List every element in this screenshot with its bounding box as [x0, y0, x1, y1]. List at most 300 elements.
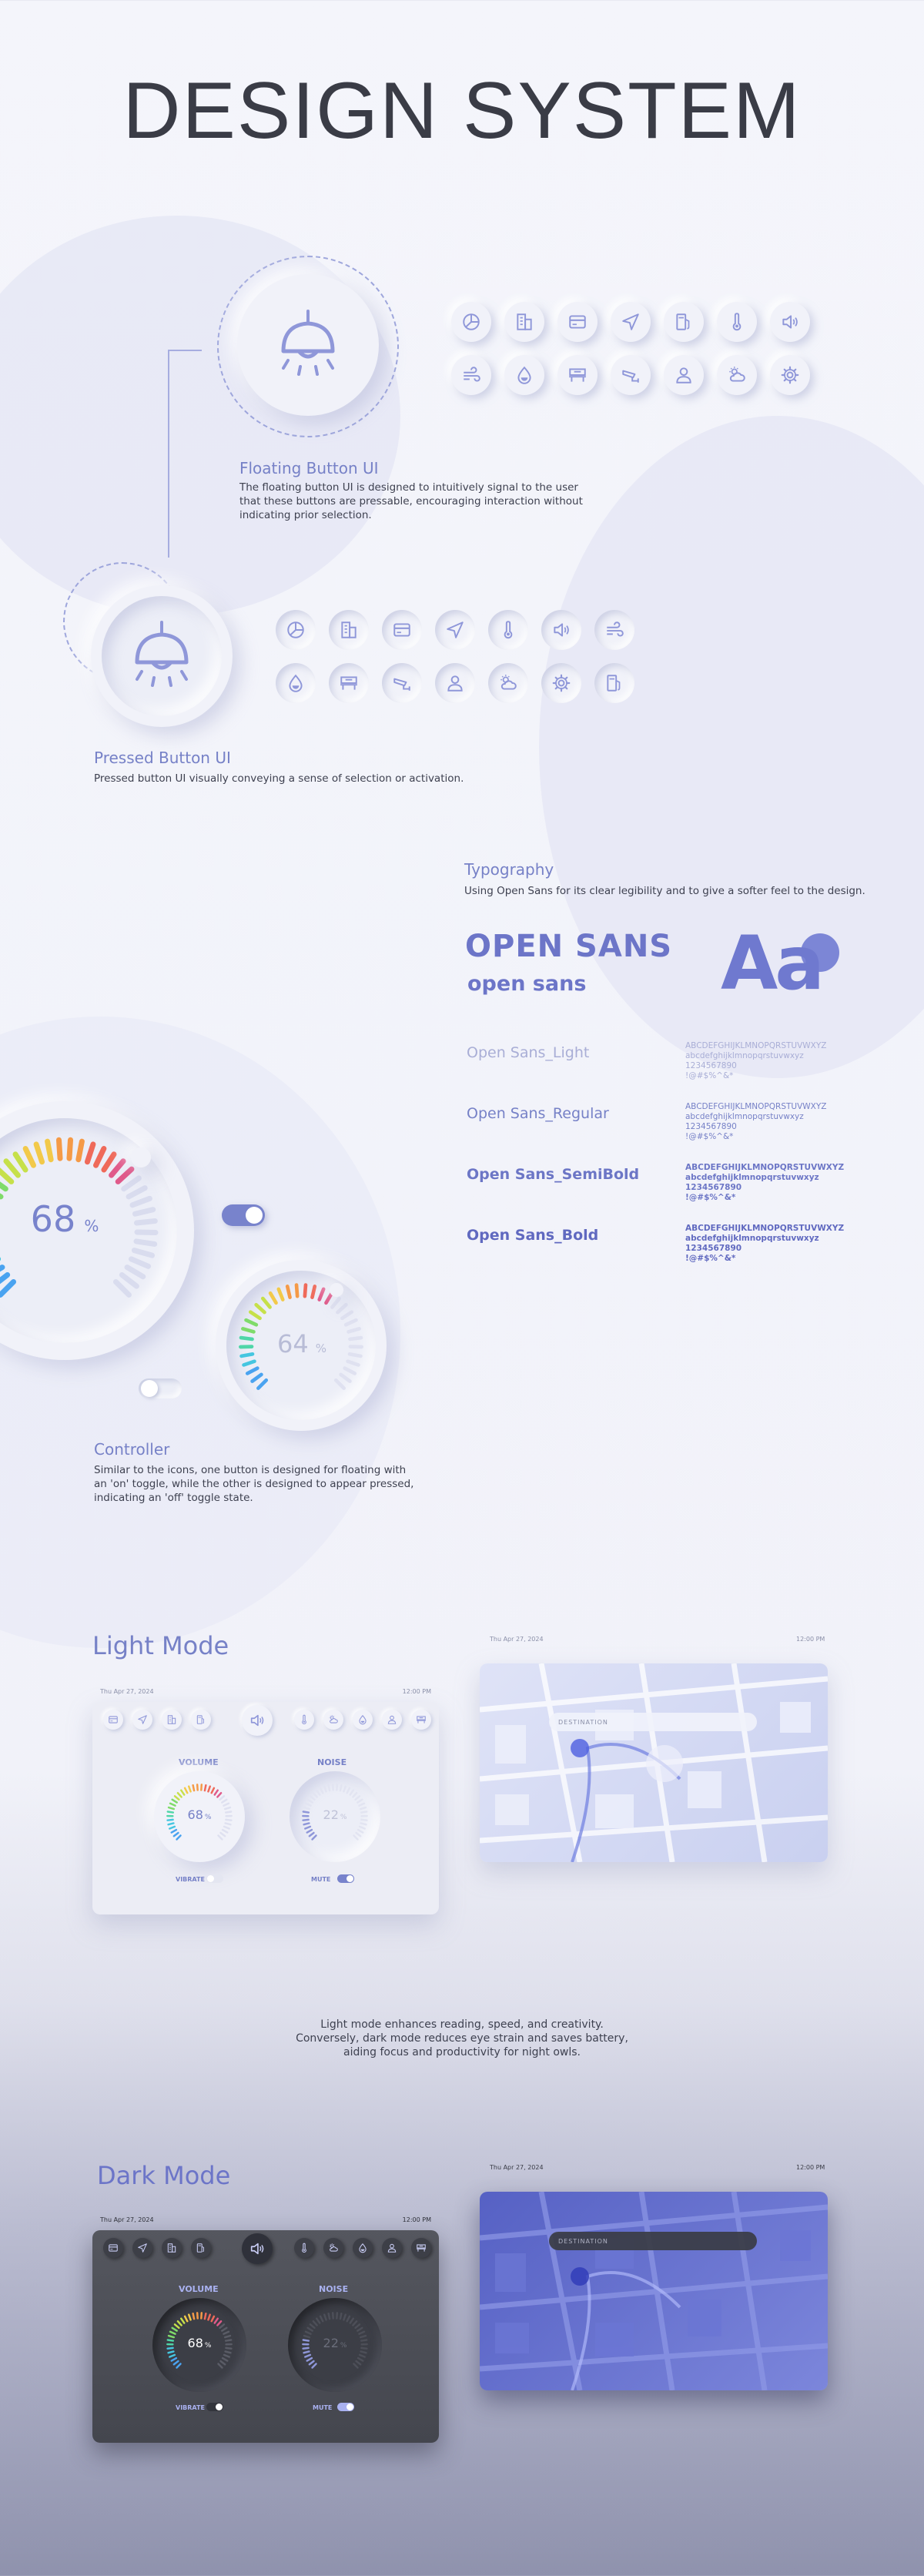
gauge-tick: [170, 1804, 175, 1806]
connector-line-horizontal: [168, 350, 202, 351]
bench-button[interactable]: [329, 663, 369, 703]
lamp-icon: [270, 303, 346, 380]
wind-icon: [604, 620, 624, 640]
gauge-tick: [222, 1800, 226, 1803]
gauge-tick: [181, 2319, 184, 2323]
gauge-tick: [189, 2315, 190, 2320]
dash-thermometer-button[interactable]: [294, 2238, 314, 2258]
controller-heading: Controller: [94, 1440, 170, 1459]
dash-fuel-button[interactable]: [191, 2238, 211, 2258]
dark-volume-unit: %: [204, 2342, 212, 2350]
building-button[interactable]: [504, 302, 544, 342]
light-volume-unit: %: [204, 1814, 212, 1821]
dash-card-button[interactable]: [103, 2238, 123, 2258]
gauge-tick: [244, 1362, 255, 1365]
gauge-tick: [342, 1312, 351, 1318]
gauge-tick: [320, 1289, 323, 1300]
drop-icon: [286, 673, 306, 693]
gauge-tick: [247, 1368, 257, 1374]
dark-vibrate-toggle[interactable]: [206, 2403, 223, 2411]
mode-note: [0, 2018, 924, 2059]
gauge-tick: [353, 1835, 357, 1839]
gauge-tick: [357, 1800, 362, 1803]
speaker-icon: [551, 620, 571, 640]
gauge-tick: [189, 1787, 190, 1792]
font-glyphs-semibold: [685, 1163, 844, 1203]
gauge-tick: [218, 1835, 222, 1839]
gauge-tick: [87, 1144, 93, 1162]
dark-status-date: Thu Apr 27, 2024: [100, 2216, 154, 2223]
dash-drop-button[interactable]: [353, 1710, 373, 1730]
controller-description: [94, 1463, 413, 1505]
gauge-tick: [358, 2358, 363, 2360]
speaker-button[interactable]: [770, 302, 810, 342]
gauge-tick: [343, 2315, 345, 2320]
gauge-tick: [217, 1793, 221, 1797]
gauge-tick: [205, 1785, 206, 1790]
lamp-icon: [123, 615, 200, 692]
dark-map-streets: [480, 2192, 828, 2390]
bench-button[interactable]: [557, 355, 598, 395]
gauge-tick: [175, 1796, 179, 1800]
mode-note-line: aiding focus and productivity for night owls.: [343, 2046, 581, 2058]
gauge-tick: [336, 1380, 343, 1388]
controller-desc-line: an 'on' toggle, while the other is designed to appear pressed,: [94, 1478, 414, 1490]
gauge-tick: [353, 2321, 357, 2325]
bench-icon: [416, 2243, 427, 2253]
dash-fuel-button[interactable]: [191, 1710, 211, 1730]
card-button[interactable]: [382, 610, 422, 650]
gauge-tick: [348, 1362, 359, 1365]
gauge-tick: [223, 2358, 227, 2360]
light-noise-number: 22: [323, 1807, 339, 1822]
dark-map-panel[interactable]: [480, 2192, 828, 2390]
dash-thermometer-button[interactable]: [294, 1710, 314, 1730]
light-status-time: 12:00 PM: [402, 1688, 431, 1695]
send-icon: [137, 2243, 148, 2253]
dash-speaker-button[interactable]: [242, 2233, 273, 2264]
dark-volume-label: VOLUME: [179, 2284, 219, 2294]
weather-icon: [498, 673, 518, 693]
gauge-tick: [224, 1827, 229, 1829]
dash-send-button[interactable]: [132, 1710, 152, 1730]
gauge-tick: [312, 1286, 314, 1297]
pressed-description: Pressed button UI visually conveying a sense of selection or activation.: [94, 772, 464, 785]
fuel-icon: [674, 312, 694, 332]
light-map-streets: [480, 1663, 828, 1862]
gauge-tick: [307, 1830, 312, 1832]
gauge-tick: [306, 1804, 310, 1806]
gauge-tick: [177, 2363, 181, 2367]
gauge-tick: [350, 1790, 353, 1795]
gauge-tick: [172, 1800, 177, 1803]
gauge-tick: [118, 1169, 132, 1181]
gauge-tick: [172, 2358, 176, 2360]
gauge-tick: [296, 1285, 297, 1297]
dark-mute-toggle[interactable]: [337, 2403, 354, 2411]
dial-small-knob[interactable]: [330, 1283, 343, 1297]
light-vibrate-toggle[interactable]: [206, 1874, 223, 1883]
light-dashboard-panel: [92, 1688, 439, 1914]
dark-noise-label: NOISE: [319, 2284, 349, 2294]
controller-desc-line: indicating an 'off' toggle state.: [94, 1492, 253, 1504]
dial-large-unit: %: [84, 1217, 99, 1235]
card-button[interactable]: [557, 302, 598, 342]
gauge-tick: [221, 1833, 226, 1836]
gauge-tick: [287, 1286, 290, 1297]
font-glyphs-regular: [685, 1102, 826, 1142]
gauge-tick: [224, 2355, 229, 2357]
gauge-tick: [96, 1149, 104, 1166]
gauge-tick: [345, 1368, 355, 1374]
gauge-tick: [177, 1835, 181, 1839]
speaker-icon: [249, 1712, 266, 1729]
glyph-line: !@#$%^&*: [685, 1254, 736, 1263]
pressed-heading: Pressed Button UI: [94, 749, 231, 767]
gauge-tick: [136, 1221, 155, 1223]
gauge-tick: [316, 2319, 320, 2323]
glyph-line: !@#$%^&*: [685, 1193, 736, 1202]
glyph-line: 1234567890: [685, 1122, 737, 1131]
glyph-line: 1234567890: [685, 1061, 737, 1070]
dark-destination-placeholder: DESTINATION: [558, 2238, 608, 2245]
gauge-tick: [310, 1833, 314, 1836]
gauge-tick: [305, 1827, 310, 1829]
light-noise-unit: %: [340, 1814, 347, 1821]
dash-person-button[interactable]: [382, 1710, 402, 1730]
speaker-icon: [249, 2240, 266, 2257]
weather-button[interactable]: [488, 663, 528, 703]
wind-button[interactable]: [451, 355, 491, 395]
gauge-tick: [360, 1827, 365, 1829]
gauge-tick: [256, 1305, 265, 1312]
person-button[interactable]: [435, 663, 475, 703]
light-volume-label: VOLUME: [179, 1757, 219, 1767]
dark-noise-number: 22: [323, 2336, 339, 2350]
gauge-tick: [350, 1338, 361, 1339]
gauge-tick: [36, 1144, 42, 1162]
font-glyphs-light: [685, 1041, 826, 1081]
send-button[interactable]: [435, 610, 475, 650]
cctv-button[interactable]: [611, 355, 651, 395]
gauge-tick: [340, 2313, 341, 2319]
gauge-tick: [212, 2316, 214, 2321]
gauge-tick: [350, 2319, 353, 2323]
toggle-on-knob: [246, 1207, 263, 1224]
gauge-tick: [169, 1823, 174, 1824]
thermometer-icon: [727, 312, 747, 332]
card-icon: [392, 620, 412, 640]
gauge-tick: [243, 1328, 253, 1332]
wind-icon: [461, 365, 481, 385]
person-icon: [674, 365, 694, 385]
bench-icon: [339, 673, 359, 693]
mode-note-line: Light mode enhances reading, speed, and creativity.: [320, 2018, 604, 2031]
thermometer-icon: [299, 2243, 310, 2253]
gauge-tick: [305, 1285, 306, 1297]
dash-card-button[interactable]: [103, 1710, 123, 1730]
gauge-tick: [324, 2315, 326, 2320]
toggle-knob: [216, 2403, 223, 2410]
gauge-tick: [304, 2351, 310, 2353]
gauge-tick: [304, 1823, 310, 1824]
gauge-tick: [242, 1354, 253, 1356]
gauge-tick: [0, 1169, 12, 1181]
gauge-tick: [15, 1154, 25, 1170]
gauge-tick: [6, 1161, 18, 1175]
gauge-tick: [215, 1790, 218, 1795]
gauge-tick: [320, 2316, 323, 2321]
bench-icon: [416, 1714, 427, 1725]
gauge-tick: [313, 2321, 317, 2325]
bench-icon: [567, 365, 588, 385]
dial-small-value: [254, 1329, 350, 1358]
typography-sample-upper: OPEN SANS: [465, 929, 673, 964]
gauge-tick: [357, 2328, 362, 2331]
typography-description: Using Open Sans for its clear legibility and to give a softer feel to the design.: [464, 885, 865, 897]
gauge-tick: [226, 2351, 231, 2353]
gauge-tick: [132, 1198, 149, 1204]
pie-chart-button[interactable]: [276, 610, 316, 650]
light-mute-label: MUTE: [311, 1876, 331, 1883]
glyph-line: ABCDEFGHIJKLMNOPQRSTUVWXYZ: [685, 1163, 845, 1172]
gauge-tick: [136, 1241, 155, 1244]
drop-icon: [357, 1714, 368, 1725]
gauge-tick: [178, 1793, 182, 1797]
light-mute-toggle[interactable]: [337, 1874, 354, 1883]
gauge-tick: [172, 1830, 176, 1832]
gear-button[interactable]: [541, 663, 581, 703]
light-mode-heading: Light Mode: [92, 1631, 229, 1660]
gauge-tick: [221, 2361, 226, 2364]
connector-line-vertical: [168, 350, 169, 558]
weather-button[interactable]: [717, 355, 757, 395]
cctv-icon: [621, 365, 641, 385]
gauge-tick: [361, 1823, 367, 1824]
dash-building-button[interactable]: [162, 2238, 182, 2258]
floating-desc-line: The floating button UI is designed to intuitively signal to the user: [239, 481, 578, 494]
typography-sample-lower: open sans: [467, 972, 587, 996]
dash-person-button[interactable]: [382, 2238, 402, 2258]
gauge-tick: [124, 1178, 139, 1189]
send-icon: [621, 312, 641, 332]
gauge-tick: [270, 1293, 276, 1303]
person-button[interactable]: [664, 355, 704, 395]
gauge-tick: [313, 1793, 317, 1797]
person-icon: [387, 1714, 397, 1725]
light-map-panel[interactable]: [480, 1663, 828, 1862]
gauge-tick: [178, 2321, 182, 2325]
gauge-tick: [357, 1833, 361, 1836]
dial-small-unit: %: [315, 1342, 327, 1355]
dash-send-button[interactable]: [132, 2238, 152, 2258]
building-button[interactable]: [329, 610, 369, 650]
weather-icon: [328, 1714, 339, 1725]
gauge-tick: [137, 1232, 156, 1233]
light-volume-value: [159, 1807, 240, 1822]
gauge-tick: [1, 1281, 14, 1295]
send-button[interactable]: [611, 302, 651, 342]
gauge-tick: [358, 1830, 363, 1832]
send-icon: [137, 1714, 148, 1725]
gauge-tick: [112, 1161, 123, 1175]
thermometer-icon: [498, 620, 518, 640]
cctv-button[interactable]: [382, 663, 422, 703]
gauge-tick: [127, 1268, 143, 1277]
gauge-tick: [48, 1141, 52, 1160]
glyph-line: abcdefghijklmnopqrstuvwxyz: [685, 1234, 819, 1243]
toggle-off-knob: [141, 1380, 158, 1397]
light-search-bar[interactable]: [549, 1713, 757, 1731]
toggle-on-switch[interactable]: [222, 1204, 265, 1226]
gauge-tick: [224, 1804, 229, 1806]
gauge-tick: [360, 1804, 364, 1806]
gauge-tick: [220, 1796, 224, 1800]
gauge-tick: [353, 1793, 357, 1797]
dial-large-number: 68: [30, 1198, 76, 1240]
dash-drop-button[interactable]: [353, 2238, 373, 2258]
wind-button[interactable]: [594, 610, 634, 650]
dash-building-button[interactable]: [162, 1710, 182, 1730]
font-name-bold: Open Sans_Bold: [467, 1227, 599, 1244]
glyph-line: !@#$%^&*: [685, 1132, 734, 1141]
fuel-button[interactable]: [664, 302, 704, 342]
gauge-tick: [356, 2324, 360, 2328]
gauge-tick: [279, 1289, 283, 1300]
building-icon: [166, 2243, 177, 2253]
building-icon: [339, 620, 359, 640]
thermometer-button[interactable]: [717, 302, 757, 342]
gear-button[interactable]: [770, 355, 810, 395]
glyph-line: abcdefghijklmnopqrstuvwxyz: [685, 1051, 804, 1060]
person-icon: [445, 673, 465, 693]
pressed-lamp-button[interactable]: [102, 596, 222, 716]
light-vibrate-label: VIBRATE: [176, 1876, 205, 1883]
font-name-light: Open Sans_Light: [467, 1044, 590, 1061]
gauge-tick: [170, 2332, 175, 2334]
gauge-tick: [356, 1796, 360, 1800]
gauge-tick: [59, 1140, 60, 1158]
toggle-off-switch[interactable]: [139, 1378, 182, 1399]
font-glyphs-bold: [685, 1224, 844, 1264]
gauge-tick: [169, 2351, 174, 2353]
light-map-date: Thu Apr 27, 2024: [490, 1636, 544, 1643]
dark-mode-heading: Dark Mode: [97, 2161, 231, 2190]
gauge-tick: [0, 1275, 8, 1286]
glyph-line: 1234567890: [685, 1244, 742, 1253]
gauge-tick: [308, 1800, 313, 1803]
gauge-tick: [104, 1154, 114, 1170]
light-noise-label: NOISE: [317, 1757, 347, 1767]
dial-large-knob[interactable]: [131, 1147, 151, 1167]
gauge-tick: [360, 2355, 365, 2357]
person-icon: [387, 2243, 397, 2253]
glyph-line: ABCDEFGHIJKLMNOPQRSTUVWXYZ: [685, 1102, 827, 1111]
gauge-tick: [329, 1785, 330, 1790]
light-volume-number: 68: [187, 1807, 203, 1822]
cctv-icon: [392, 673, 412, 693]
gauge-tick: [79, 1141, 82, 1160]
pie-chart-button[interactable]: [451, 302, 491, 342]
gauge-tick: [263, 1298, 270, 1307]
dash-bench-button[interactable]: [411, 1710, 431, 1730]
fuel-button[interactable]: [594, 663, 634, 703]
gauge-tick: [25, 1149, 33, 1166]
gauge-tick: [205, 2313, 206, 2319]
floating-heading: Floating Button UI: [239, 459, 379, 477]
typography-aa-sample: Aa: [721, 920, 822, 1007]
gauge-tick: [169, 1827, 175, 1829]
fuel-icon: [196, 2243, 206, 2253]
gauge-tick: [329, 2313, 330, 2319]
dark-vibrate-label: VIBRATE: [176, 2404, 205, 2411]
glyph-line: abcdefghijklmnopqrstuvwxyz: [685, 1173, 819, 1182]
gauge-tick: [340, 1785, 341, 1790]
pie-chart-icon: [461, 312, 481, 332]
dash-speaker-button[interactable]: [242, 1705, 273, 1736]
dash-weather-button[interactable]: [323, 1710, 343, 1730]
gear-icon: [780, 365, 800, 385]
glyph-line: abcdefghijklmnopqrstuvwxyz: [685, 1112, 804, 1121]
font-name-regular: Open Sans_Regular: [467, 1105, 609, 1122]
gauge-tick: [349, 1328, 360, 1332]
gear-icon: [551, 673, 571, 693]
gauge-tick: [193, 1785, 194, 1790]
drop-button[interactable]: [276, 663, 316, 703]
fuel-icon: [604, 673, 624, 693]
gauge-tick: [258, 1380, 266, 1388]
dash-bench-button[interactable]: [411, 2238, 431, 2258]
gauge-tick: [122, 1275, 136, 1286]
gauge-tick: [250, 1312, 259, 1318]
floating-lamp-button[interactable]: [237, 274, 379, 416]
gauge-tick: [347, 1788, 350, 1793]
glyph-line: !@#$%^&*: [685, 1071, 734, 1080]
thermometer-button[interactable]: [488, 610, 528, 650]
speaker-button[interactable]: [541, 610, 581, 650]
typography-heading: Typography: [464, 860, 554, 879]
thermometer-icon: [299, 1714, 310, 1725]
gauge-tick: [169, 2355, 175, 2357]
gauge-tick: [347, 2316, 350, 2321]
gauge-tick: [174, 2361, 179, 2364]
send-icon: [445, 620, 465, 640]
gauge-tick: [310, 1796, 314, 1800]
floating-desc-line: indicating prior selection.: [239, 509, 372, 521]
dark-search-bar[interactable]: [549, 2232, 757, 2250]
dash-weather-button[interactable]: [323, 2238, 343, 2258]
weather-icon: [727, 365, 747, 385]
gauge-tick: [313, 2363, 316, 2367]
dark-map-time: 12:00 PM: [796, 2164, 825, 2171]
gauge-tick: [313, 1835, 316, 1839]
dark-volume-number: 68: [187, 2336, 203, 2350]
gauge-tick: [129, 1188, 145, 1197]
glyph-line: ABCDEFGHIJKLMNOPQRSTUVWXYZ: [685, 1224, 845, 1233]
gauge-tick: [332, 1298, 339, 1307]
card-icon: [108, 2243, 119, 2253]
page-title: DESIGN SYSTEM: [122, 66, 802, 156]
gauge-tick: [0, 1188, 1, 1197]
dark-noise-value: [294, 2336, 376, 2350]
gauge-tick: [353, 2363, 357, 2367]
gauge-tick: [175, 2324, 179, 2328]
gauge-tick: [218, 2363, 222, 2367]
gauge-tick: [337, 1305, 346, 1312]
dark-dashboard-panel: [92, 2216, 439, 2443]
speaker-icon: [780, 312, 800, 332]
drop-button[interactable]: [504, 355, 544, 395]
